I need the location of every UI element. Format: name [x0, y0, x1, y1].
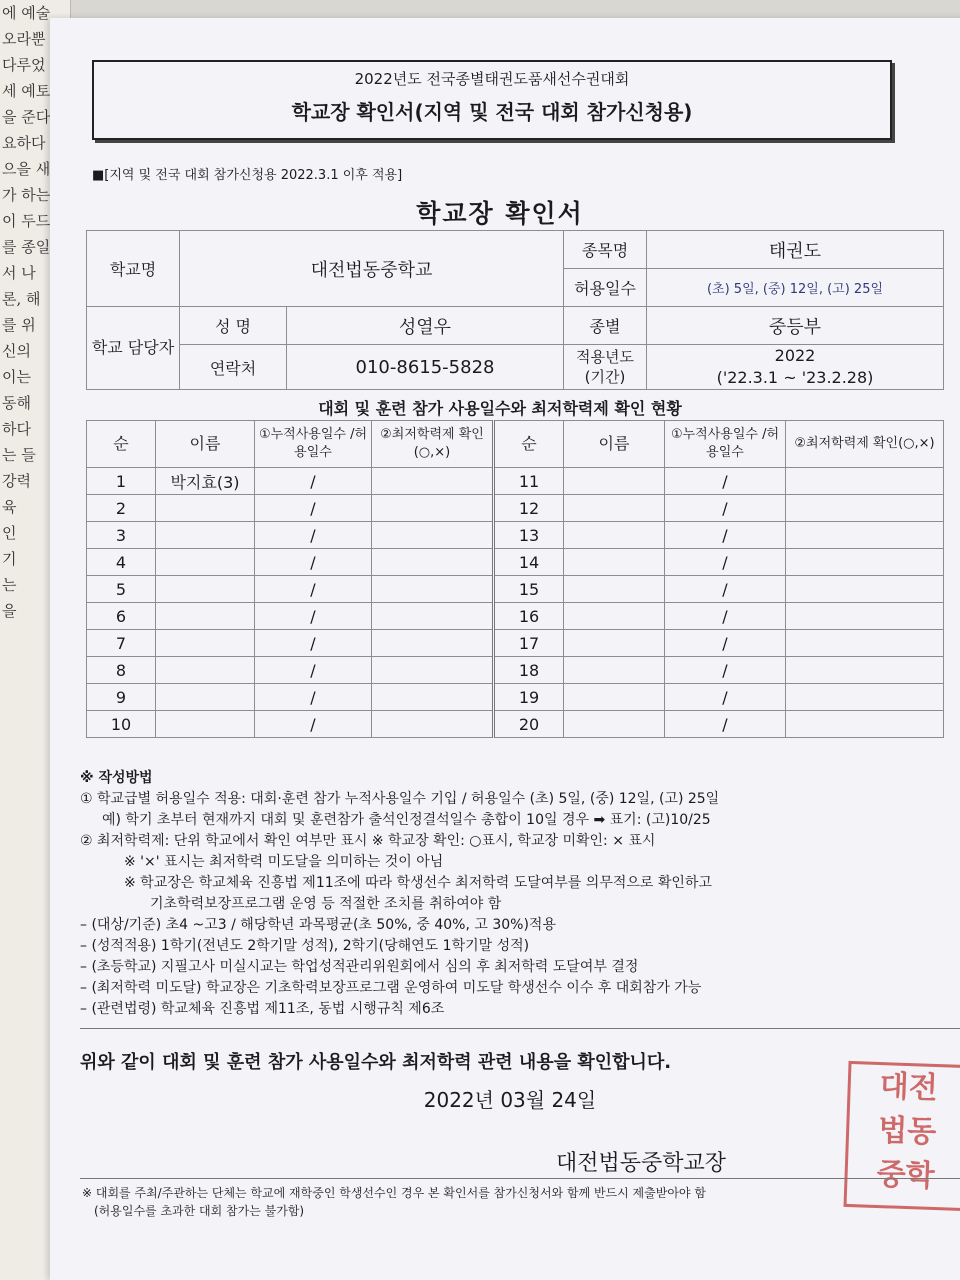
confirm-statement: 위와 같이 대회 및 훈련 참가 사용일수와 최저학력 관련 내용을 확인합니다.: [80, 1052, 672, 1073]
row-number: 10: [87, 711, 156, 738]
student-name: [564, 576, 665, 603]
days-cell: /: [255, 657, 372, 684]
col-name-left: 이름: [156, 421, 255, 468]
manager-name: 성열우: [287, 307, 564, 345]
days-cell: /: [255, 549, 372, 576]
book-text-line: 오라뿐: [2, 30, 46, 48]
check-cell: [372, 630, 494, 657]
allowed-days-label: 허용일수: [564, 269, 647, 307]
detail-5: – (관련법령) 학교체육 진흥법 제11조, 동법 시행규칙 제6조: [80, 1001, 445, 1017]
book-text-line: 을 준다: [2, 108, 51, 126]
note-2b: ※ 학교장은 학교체육 진흥법 제11조에 따라 학생선수 최저학력 도달여부를 의무적으로 확인하고: [124, 875, 712, 891]
student-name: [564, 522, 665, 549]
student-name: [564, 711, 665, 738]
book-text-line: 인: [2, 524, 17, 542]
student-name: [156, 657, 255, 684]
row-number: 4: [87, 549, 156, 576]
col-no-right: 순: [494, 421, 564, 468]
check-cell: [372, 576, 494, 603]
days-cell: /: [665, 630, 786, 657]
student-name: [564, 468, 665, 495]
document-title: 학교장 확인서(지역 및 전국 대회 참가신청용): [291, 100, 693, 124]
table-row: [87, 711, 944, 738]
title-box: [92, 60, 892, 140]
days-cell: /: [255, 630, 372, 657]
check-cell: [372, 549, 494, 576]
student-name: [564, 684, 665, 711]
student-name: [564, 630, 665, 657]
allowed-days-value: (초) 5일, (중) 12일, (고) 25일: [647, 269, 944, 307]
note-1-example: 예) 학기 초부터 현재까지 대회 및 훈련참가 출석인정결석일수 총합이 10일 경우 ➡ 표기: (고)10/25: [102, 812, 711, 828]
col-no-left: 순: [87, 421, 156, 468]
row-number: 12: [494, 495, 564, 522]
sport-value: 태권도: [647, 231, 944, 269]
check-cell: [372, 495, 494, 522]
days-cell: /: [665, 468, 786, 495]
confirm-date: 2022년 03월 24일: [423, 1088, 597, 1112]
student-name: [156, 522, 255, 549]
table-row: [87, 630, 944, 657]
days-cell: /: [665, 576, 786, 603]
note-2: ② 최저학력제: 단위 학교에서 확인 여부만 표시 ※ 학교장 확인: ○표시, 학교장 미확인: × 표시: [80, 833, 656, 849]
book-text-line: 동해: [2, 394, 31, 412]
check-cell: [786, 711, 944, 738]
student-name: [156, 495, 255, 522]
row-number: 9: [87, 684, 156, 711]
book-text-line: 요하다: [2, 134, 46, 152]
row-number: 8: [87, 657, 156, 684]
note-2a: ※ '×' 표시는 최저학력 미도달을 의미하는 것이 아님: [124, 854, 444, 870]
principal-seal: 대전 법동 중학: [843, 1061, 960, 1211]
usage-section-title: 대회 및 훈련 참가 사용일수와 최저학력제 확인 현황: [318, 399, 682, 418]
col-check-right: ②최저학력제 확인(○,×): [786, 421, 944, 468]
sport-label: 종목명: [564, 231, 647, 269]
book-text-line: 기: [2, 550, 17, 568]
check-cell: [786, 549, 944, 576]
school-label: 학교명: [87, 231, 180, 307]
student-name: [156, 549, 255, 576]
student-name: [156, 684, 255, 711]
check-cell: [372, 711, 494, 738]
days-cell: /: [665, 603, 786, 630]
book-text-line: 를 위: [2, 316, 36, 334]
row-number: 18: [494, 657, 564, 684]
book-text-line: 강력: [2, 472, 31, 490]
table-row: [87, 522, 944, 549]
check-cell: [786, 576, 944, 603]
info-table: [86, 230, 944, 390]
manager-label: 학교 담당자: [87, 307, 180, 390]
table-row: [87, 495, 944, 522]
student-name: [564, 603, 665, 630]
book-text-line: 는 들: [2, 446, 36, 464]
student-name: [156, 603, 255, 630]
book-text-line: 서 나: [2, 264, 36, 282]
student-name: 박지효(3): [156, 468, 255, 495]
table-row: [87, 576, 944, 603]
footer-line-2: (허용일수를 초과한 대회 참가는 불가함): [94, 1204, 305, 1218]
row-number: 6: [87, 603, 156, 630]
row-number: 2: [87, 495, 156, 522]
book-text-line: 는: [2, 576, 17, 594]
days-cell: /: [665, 549, 786, 576]
check-cell: [786, 603, 944, 630]
col-days-left: ①누적사용일수 /허용일수: [255, 421, 372, 468]
days-cell: /: [665, 657, 786, 684]
days-cell: /: [665, 711, 786, 738]
applicability-note: ■[지역 및 전국 대회 참가신청용 2022.3.1 이후 적용]: [92, 168, 403, 183]
row-number: 17: [494, 630, 564, 657]
book-text-line: 육: [2, 498, 17, 516]
check-cell: [372, 522, 494, 549]
days-cell: /: [255, 522, 372, 549]
period-value: ('22.3.1 ~ '23.2.28): [716, 368, 874, 387]
check-cell: [786, 630, 944, 657]
row-number: 15: [494, 576, 564, 603]
check-cell: [786, 522, 944, 549]
instructions: [80, 768, 960, 1020]
book-text-line: 하다: [2, 420, 31, 438]
book-text-line: 에 예술: [2, 4, 51, 22]
book-text-line: 다루었: [2, 56, 46, 74]
footer-divider: [80, 1178, 960, 1179]
detail-4: – (최저학력 미도달) 학교장은 기초학력보장프로그램 운영하여 미도달 학생선수 이수 후 대회참가 가능: [80, 980, 702, 996]
check-cell: [372, 657, 494, 684]
book-text-line: 으을 새: [2, 160, 51, 178]
event-title: 2022년도 전국종별태권도품새선수권대회: [354, 70, 630, 88]
year-label: 적용년도 (기간): [564, 345, 647, 390]
days-cell: /: [665, 522, 786, 549]
col-check-left: ②최저학력제 확인(○,×): [372, 421, 494, 468]
form-title: 학교장 확인서: [416, 199, 584, 228]
book-text-line: 가 하는: [2, 186, 51, 204]
row-number: 19: [494, 684, 564, 711]
student-name: [564, 657, 665, 684]
row-number: 11: [494, 468, 564, 495]
row-number: 3: [87, 522, 156, 549]
year-value: 2022: [774, 346, 816, 365]
book-text-line: 을: [2, 602, 17, 620]
days-cell: /: [255, 468, 372, 495]
check-cell: [786, 684, 944, 711]
note-1: ① 학교급별 허용일수 적용: 대회·훈련 참가 누적사용일수 기입 / 허용일수 (초) 5일, (중) 12일, (고) 25일: [80, 791, 720, 807]
row-number: 13: [494, 522, 564, 549]
book-text-line: 이는: [2, 368, 31, 386]
days-cell: /: [255, 603, 372, 630]
check-cell: [372, 684, 494, 711]
days-cell: /: [255, 576, 372, 603]
student-name: [156, 711, 255, 738]
table-row: [87, 657, 944, 684]
check-cell: [786, 657, 944, 684]
notes-heading: ※ 작성방법: [80, 770, 153, 786]
days-cell: /: [665, 495, 786, 522]
table-row: [87, 684, 944, 711]
row-number: 14: [494, 549, 564, 576]
row-number: 16: [494, 603, 564, 630]
note-2c: 기초학력보장프로그램 운영 등 적절한 조치를 취하여야 함: [150, 896, 502, 912]
days-cell: /: [255, 711, 372, 738]
check-cell: [372, 603, 494, 630]
name-label: 성 명: [180, 307, 287, 345]
col-days-right: ①누적사용일수 /허용일수: [665, 421, 786, 468]
category-label: 종별: [564, 307, 647, 345]
contact-label: 연락처: [180, 345, 287, 390]
school-name: 대전법동중학교: [180, 231, 564, 307]
row-number: 7: [87, 630, 156, 657]
book-text-line: 신의: [2, 342, 31, 360]
detail-1: – (대상/기준) 초4 ~고3 / 해당학년 과목평균(초 50%, 중 40%, 고 30%)적용: [80, 917, 556, 933]
book-text-line: 세 예토: [2, 82, 51, 100]
col-name-right: 이름: [564, 421, 665, 468]
table-row: [87, 468, 944, 495]
footer-line-1: ※ 대회를 주최/주관하는 단체는 학교에 재학중인 학생선수인 경우 본 확인서를 참가신청서와 함께 반드시 제출받아야 함: [82, 1186, 706, 1200]
year-cell: [647, 345, 944, 390]
row-number: 5: [87, 576, 156, 603]
book-text-line: 를 종일: [2, 238, 51, 256]
row-number: 1: [87, 468, 156, 495]
contact-value: 010-8615-5828: [287, 345, 564, 390]
usage-table: [86, 420, 944, 738]
book-text-line: 이 두드: [2, 212, 51, 230]
check-cell: [786, 495, 944, 522]
days-cell: /: [665, 684, 786, 711]
student-name: [564, 495, 665, 522]
row-number: 20: [494, 711, 564, 738]
student-name: [156, 576, 255, 603]
principal-signature: 대전법동중학교장: [556, 1151, 727, 1176]
check-cell: [372, 468, 494, 495]
divider: [80, 1028, 960, 1029]
book-text-line: 론, 해: [2, 290, 41, 308]
category-value: 중등부: [647, 307, 944, 345]
detail-2: – (성적적용) 1학기(전년도 2학기말 성적), 2학기(당해연도 1학기말 성적): [80, 938, 530, 954]
days-cell: /: [255, 495, 372, 522]
table-row: [87, 603, 944, 630]
table-row: [87, 549, 944, 576]
days-cell: /: [255, 684, 372, 711]
check-cell: [786, 468, 944, 495]
student-name: [564, 549, 665, 576]
student-name: [156, 630, 255, 657]
certificate-paper: [50, 18, 960, 1280]
detail-3: – (초등학교) 지필고사 미실시교는 학업성적관리위원회에서 심의 후 최저학력 도달여부 결정: [80, 959, 639, 975]
